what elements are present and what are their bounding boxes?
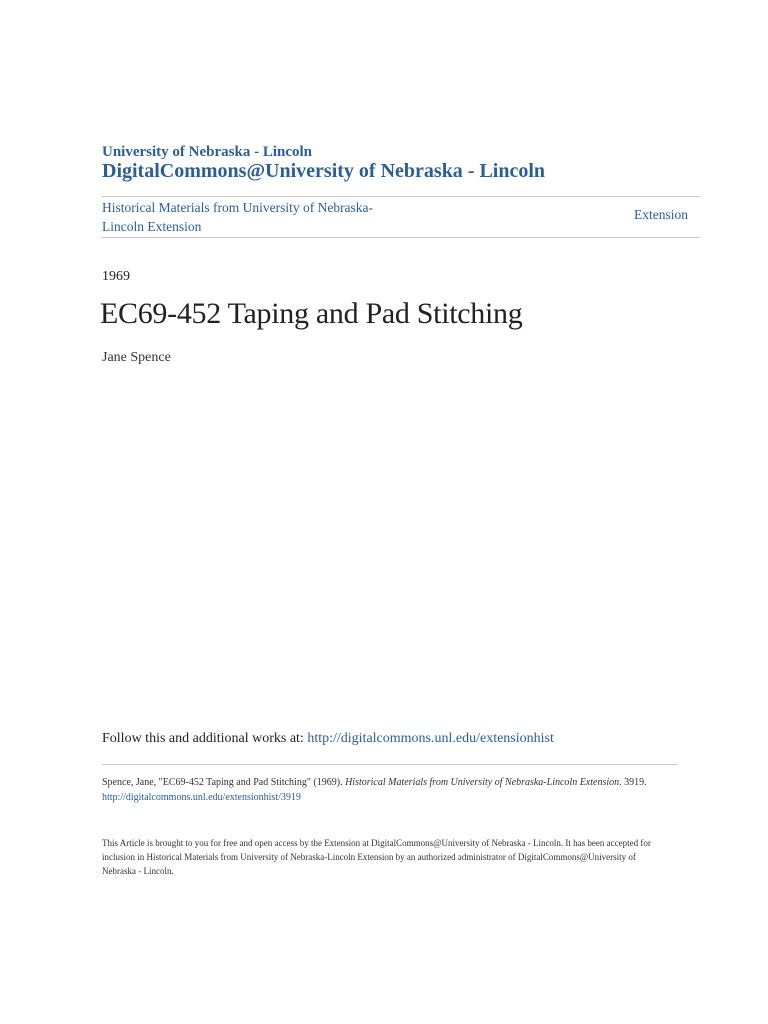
citation-journal: Historical Materials from University of Nebraska-Lincoln Extension (345, 777, 620, 788)
category-link[interactable]: Extension (634, 207, 688, 222)
notice-line-2: inclusion in Historical Materials from University of Nebraska-Lincoln Extension by an authorized administrator of DigitalCommons@University of (102, 852, 636, 862)
citation-prefix: Spence, Jane, "EC69-452 Taping and Pad Stitching" (1969). (102, 777, 346, 788)
series-line-2: Lincoln Extension (102, 219, 202, 234)
notice-line-3: Nebraska - Lincoln. (102, 866, 174, 876)
citation-suffix: . 3919. (619, 777, 647, 788)
follow-label: Follow this and additional works at: (102, 731, 308, 746)
series-link[interactable] (102, 198, 402, 236)
follow-url-link[interactable]: http://digitalcommons.unl.edu/extensionhist (307, 731, 554, 746)
follow-divider (102, 764, 678, 765)
access-notice (102, 836, 692, 878)
institution-name[interactable]: University of Nebraska - Lincoln (102, 144, 312, 160)
series-line-1: Historical Materials from University of Nebraska- (102, 200, 374, 215)
repository-name[interactable]: DigitalCommons@University of Nebraska - Lincoln (102, 160, 546, 182)
document-author: Jane Spence (102, 350, 171, 365)
follow-line (102, 731, 554, 747)
document-title: EC69-452 Taping and Pad Stitching (100, 297, 523, 330)
header-divider-top (102, 196, 700, 197)
header-divider-bottom (102, 237, 700, 238)
citation (102, 775, 692, 805)
notice-line-1: This Article is brought to you for free and open access by the Extension at DigitalCommons@University of Nebraska - Lincoln. It has been accepted for (102, 838, 651, 848)
publication-year: 1969 (102, 269, 130, 284)
citation-url-link[interactable]: http://digitalcommons.unl.edu/extensionhist/3919 (102, 792, 301, 803)
